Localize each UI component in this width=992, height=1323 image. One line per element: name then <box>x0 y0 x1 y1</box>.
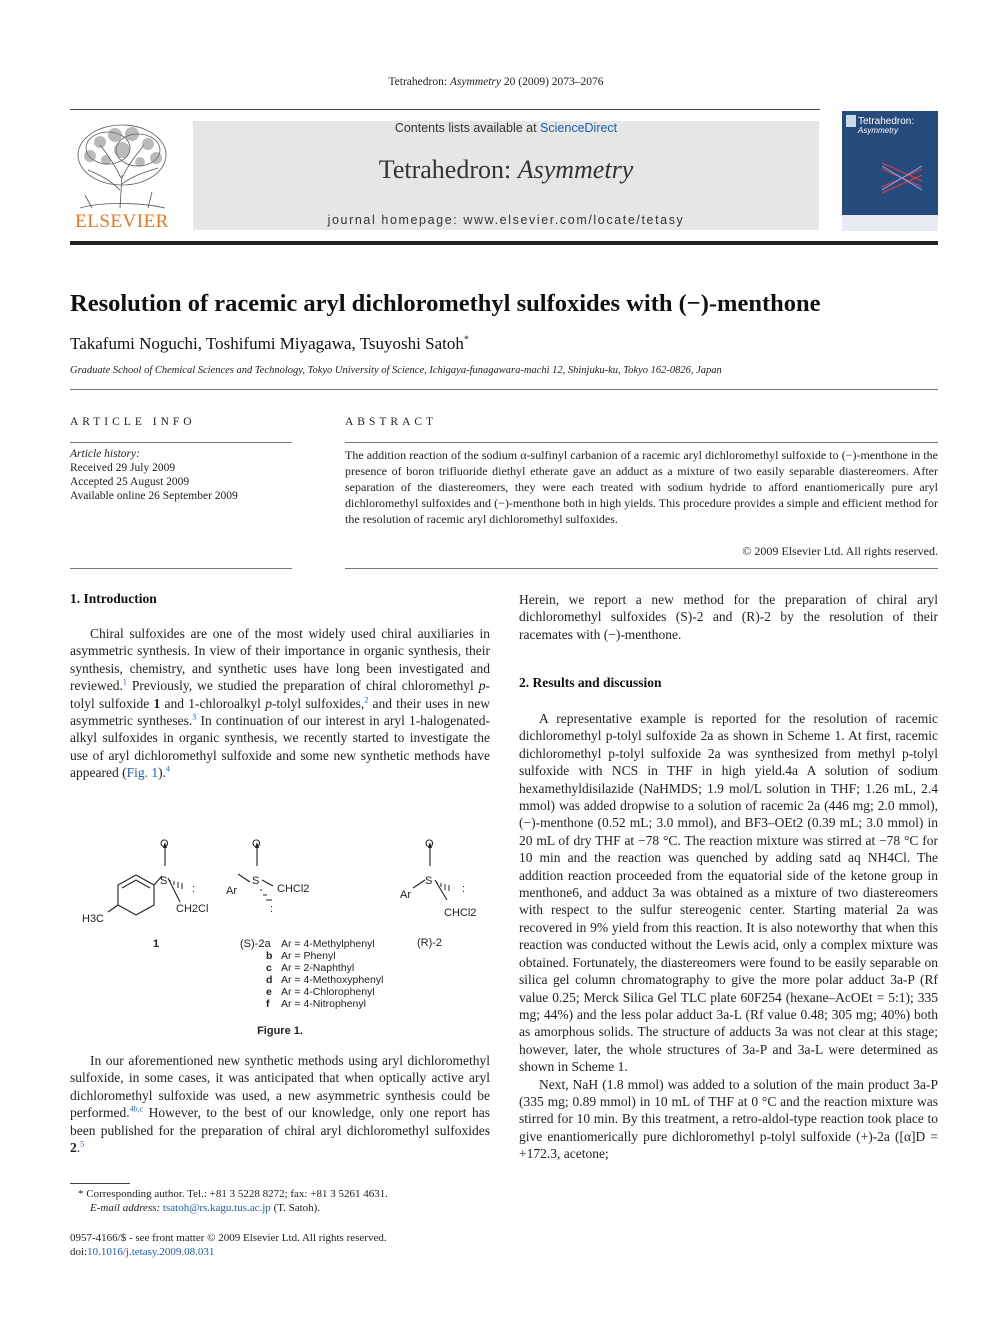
abstract-heading: ABSTRACT <box>345 416 438 428</box>
intro-paragraph-1: Chiral sulfoxides are one of the most widely used chiral auxiliaries in asymmetric synthesis. In view of their importance in organic synthesis, their synthesis, chemistry, and synthetic uses have long been investigated and reviewed.$^1$ Previously, we studied the preparation of chiral chloromethyl p-tolyl sulfoxide 1 and 1-chloroalkyl p-tolyl sulfoxides,$^2$ and their uses in new asymmetric syntheses.$^3$ In continuation of our interest in aryl 1-halogenated-alkyl sulfoxides in organic synthesis, we recently started to investigate the use of aryl dichloromethyl sulfoxide and some new synthetic methods have appeared (Fig. 1).$^4$ <box>70 626 490 781</box>
results-paragraph-1: A representative example is reported for the resolution of racemic dichloromethyl p-tolyl sulfoxide 2a as shown in Scheme 1. At first, racemic dichloromethyl p-tolyl sulfoxide 2a was synthesized from methyl p-tolyl sulfoxide with NCS in THF in high yield.4a A solution of sodium hexamethyldisilazide (NaHMDS; 1.9 mol/L solution in THF; 1.26 mL, 2.4 mmol) was added dropwise to a solution of racemic 2a (446 mg; 2.0 mmol), (−)-menthone (0.52 mL; 3.0 mmol), and BF3–OEt2 (0.39 mL; 3.0 mmol) in 20 mL of dry THF at −78 °C. The reaction mixture was stirred at −78 °C for 10 min and the reaction was quenched by adding satd aq NH4Cl. The addition reaction proceeded from the equatorial side of the ketone group in menthone6, and adduct 3a was obtained as a mixture of two diastereomers with respect to the sulfur stereogenic center. Starting material 2a was recovered in 9% yield from this reaction. It is also noteworthy that when this reaction was conducted without the Lewis acid, only a complex mixture was obtained. Fortunately, the diastereomers were found to be easily separable on silica gel column chromatography to give the more polar adduct 3a-P (Rf value 0.25; Merck Silica Gel TLC plate 60F254 (hexane–AcOEt = 5:1); 335 mg; 44%) and the less polar adduct 3a-L (Rf value 0.48; 305 mg; 40%) both as amorphous solids. The structure of adducts 3a was not clear at this stage; however, later, the whole structures of 3a-P and 3a-L were determined as shown in Scheme 1. <box>519 711 938 1075</box>
fig1-link[interactable]: Fig. 1 <box>126 765 159 781</box>
article-history: Article history: Received 29 July 2009 Accepted 25 August 2009 Available online 26 September 2009 <box>70 448 238 502</box>
doi-link[interactable]: 10.1016/j.tetasy.2009.08.031 <box>87 1246 215 1258</box>
fig-label-s-3: S <box>425 875 433 887</box>
abstract-rule <box>345 442 938 443</box>
article-title: Resolution of racemic aryl dichloromethyl sulfoxides with (−)-menthone <box>70 290 821 317</box>
results-paragraphs <box>519 710 938 1163</box>
fig-label-colon-3: : <box>462 883 466 895</box>
fig-label-colon-2: : <box>270 903 274 915</box>
publisher-logo-text: ELSEVIER <box>75 211 169 232</box>
intro-paragraph-2: In our aforementioned new synthetic methods using aryl dichloromethyl sulfoxide, in some cases, it was anticipated that when optically active aryl dichloromethyl sulfoxide was used, a new asymmetric synthesis could be performed.$^{4b,c}$ However, to the best of our knowledge, only one report has been published for the preparation of chiral aryl dichloromethyl sulfoxides 2.$^5$ <box>70 1053 490 1156</box>
abstract-text: The addition reaction of the sodium α-sulfinyl carbanion of a racemic aryl dichloromethyl sulfoxide to (−)-menthone in the presence of boron trifluoride diethyl etherate gave an adduct as a mixture of two easily separable diastereomers. After separation of the diastereomers, they were each treated with sodium hydride to afford enantiomerically pure aryl dichloromethyl sulfoxides and (−)-menthone both in high yields. This procedure provides a simple and efficient method for the resolution of racemic aryl dichloromethyl sulfoxides. <box>345 448 938 527</box>
fig-label-chcl2-3: CHCl2 <box>444 907 477 919</box>
author-affiliation: Graduate School of Chemical Sciences and Technology, Tokyo University of Science, Ichigaya-funagawara-machi 12, Shinjuku-ku, Tokyo 162-0826, Japan <box>70 365 722 376</box>
fig-compound-r2: (R)-2 <box>417 937 443 949</box>
legend-key-2: c <box>266 962 272 974</box>
abstract-bottom-rule <box>345 568 938 569</box>
fig-label-colon-1: : <box>192 883 196 895</box>
fig-label-ch2cl: CH2Cl <box>176 903 209 915</box>
header-rule <box>70 109 820 110</box>
fig-label-h3c: H3C <box>82 913 105 925</box>
article-info-bottom-rule <box>70 568 292 569</box>
footnote-rule <box>70 1183 130 1184</box>
fig-label-ar-2: Ar <box>226 885 237 897</box>
legend-text-0: Ar = 4-Methylphenyl <box>281 938 375 950</box>
legend-text-3: Ar = 4-Methoxyphenyl <box>281 974 384 986</box>
issn-doi-footnote: 0957-4166/$ - see front matter © 2009 Elsevier Ltd. All rights reserved. doi:10.1016/j.tetasy.2009.08.031 <box>70 1232 387 1258</box>
author-email-link[interactable]: tsatoh@rs.kagu.tus.ac.jp <box>162 1202 271 1214</box>
abstract-copyright: © 2009 Elsevier Ltd. All rights reserved. <box>742 544 938 558</box>
fig-label-chcl2-2: CHCl2 <box>277 883 310 895</box>
header-thick-rule <box>70 241 938 245</box>
fig-compound-1: 1 <box>153 938 160 950</box>
figure-1-structures <box>70 830 490 1020</box>
legend-key-1: b <box>266 950 273 962</box>
figure-1-caption: Figure 1. <box>257 1025 303 1037</box>
journal-homepage[interactable]: journal homepage: www.elsevier.com/locate/tetasy <box>327 213 685 227</box>
fig-label-o-1: O <box>160 838 169 850</box>
journal-citation: Tetrahedron: Asymmetry 20 (2009) 2073–2076 <box>388 76 604 88</box>
article-authors: Takafumi Noguchi, Toshifumi Miyagawa, Tsuyoshi Satoh* <box>70 334 469 353</box>
legend-key-4: e <box>266 986 272 998</box>
fig-label-s-2: S <box>252 875 260 887</box>
article-info-rule <box>70 442 292 443</box>
cover-title: Tetrahedron: Asymmetry <box>858 116 915 135</box>
fig-compound-s2a: (S)-2a <box>240 938 271 950</box>
legend-text-1: Ar = Phenyl <box>281 950 336 962</box>
fig-label-ar-3: Ar <box>400 889 411 901</box>
article-info-heading: ARTICLE INFO <box>70 416 196 428</box>
right-intro-paragraph: Herein, we report a new method for the preparation of chiral aryl dichloromethyl sulfoxides (S)-2 and (R)-2 by the resolution of their racemates with (−)-menthone. <box>519 592 938 642</box>
legend-key-5: f <box>266 998 270 1010</box>
legend-text-4: Ar = 4-Chlorophenyl <box>281 986 375 998</box>
fig-label-s-1: S <box>160 875 168 887</box>
title-rule <box>70 389 938 390</box>
intro-heading: 1. Introduction <box>70 591 157 606</box>
corresponding-footnote: * Corresponding author. Tel.: +81 3 5228 8272; fax: +81 3 5261 4631. E-mail address: tsatoh@rs.kagu.tus.ac.jp (T. Satoh). <box>78 1188 388 1214</box>
legend-key-3: d <box>266 974 273 986</box>
sciencedirect-link[interactable]: ScienceDirect <box>540 121 618 135</box>
fig-label-o-3: O <box>425 838 434 850</box>
contents-line: Contents lists available at ScienceDirect <box>394 121 618 135</box>
fig-label-o-2: O <box>252 838 261 850</box>
journal-name: Tetrahedron: Asymmetry <box>378 155 634 184</box>
results-heading: 2. Results and discussion <box>519 675 662 690</box>
legend-text-2: Ar = 2-Naphthyl <box>281 962 355 974</box>
results-paragraph-2: Next, NaH (1.8 mmol) was added to a solution of the main product 3a-P (335 mg; 0.89 mmol) in 10 mL of THF at 0 °C and the reaction mixture was stirred for 10 min. By this treatment, a retro-aldol-type reaction took place to give enantiomerically pure dichloromethyl p-tolyl sulfoxide (+)-2a ([α]D = +172.3, acetone; <box>519 1076 938 1162</box>
legend-text-5: Ar = 4-Nitrophenyl <box>281 998 366 1010</box>
